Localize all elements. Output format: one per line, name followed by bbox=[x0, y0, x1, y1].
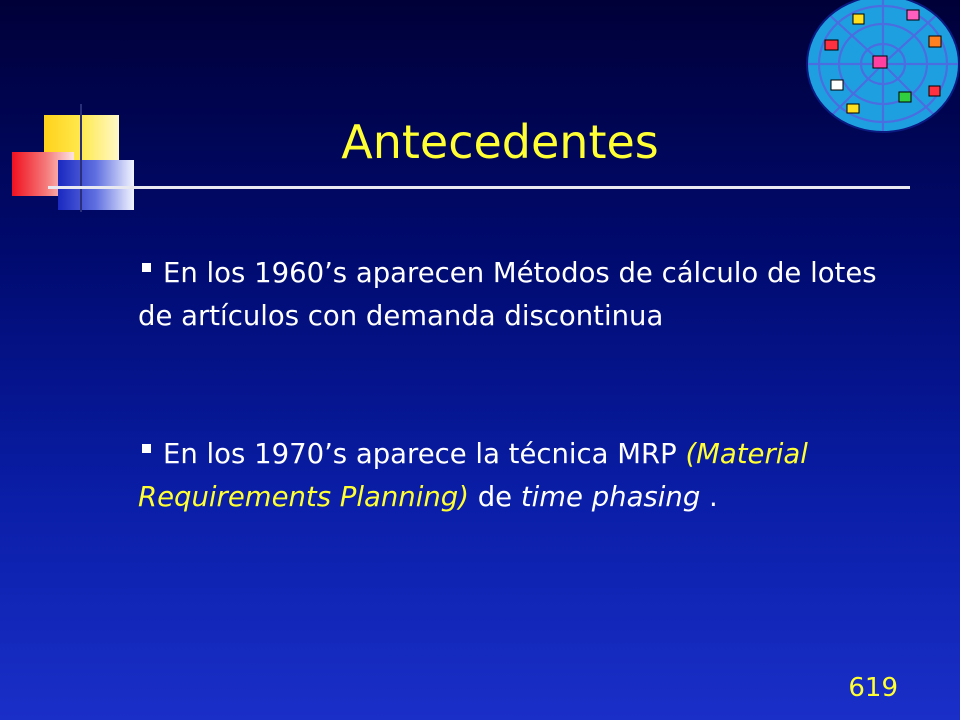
decorative-blue-square bbox=[58, 160, 134, 210]
mrp-expansion: (Material Requirements Planning) bbox=[138, 438, 808, 513]
title-underline bbox=[48, 186, 910, 189]
bullet-item bbox=[138, 252, 918, 338]
time-phasing-term: time phasing bbox=[520, 481, 701, 513]
bullet-text: En los 1970’s aparece la técnica MRP bbox=[163, 438, 686, 470]
bullet-list bbox=[138, 252, 918, 519]
square-bullet-icon bbox=[142, 263, 151, 272]
decorative-vertical-line bbox=[80, 104, 82, 212]
bullet-item bbox=[138, 433, 918, 519]
bullet-text: . bbox=[700, 481, 718, 513]
globe-network-icon bbox=[803, 0, 960, 134]
square-bullet-icon bbox=[142, 444, 151, 453]
bullet-text: de bbox=[468, 481, 521, 513]
slide-title: Antecedentes bbox=[341, 115, 659, 169]
page-number: 619 bbox=[848, 673, 898, 703]
bullet-text: En los 1960’s aparecen Métodos de cálculo de lotes de artículos con demanda discontinua bbox=[138, 257, 877, 332]
